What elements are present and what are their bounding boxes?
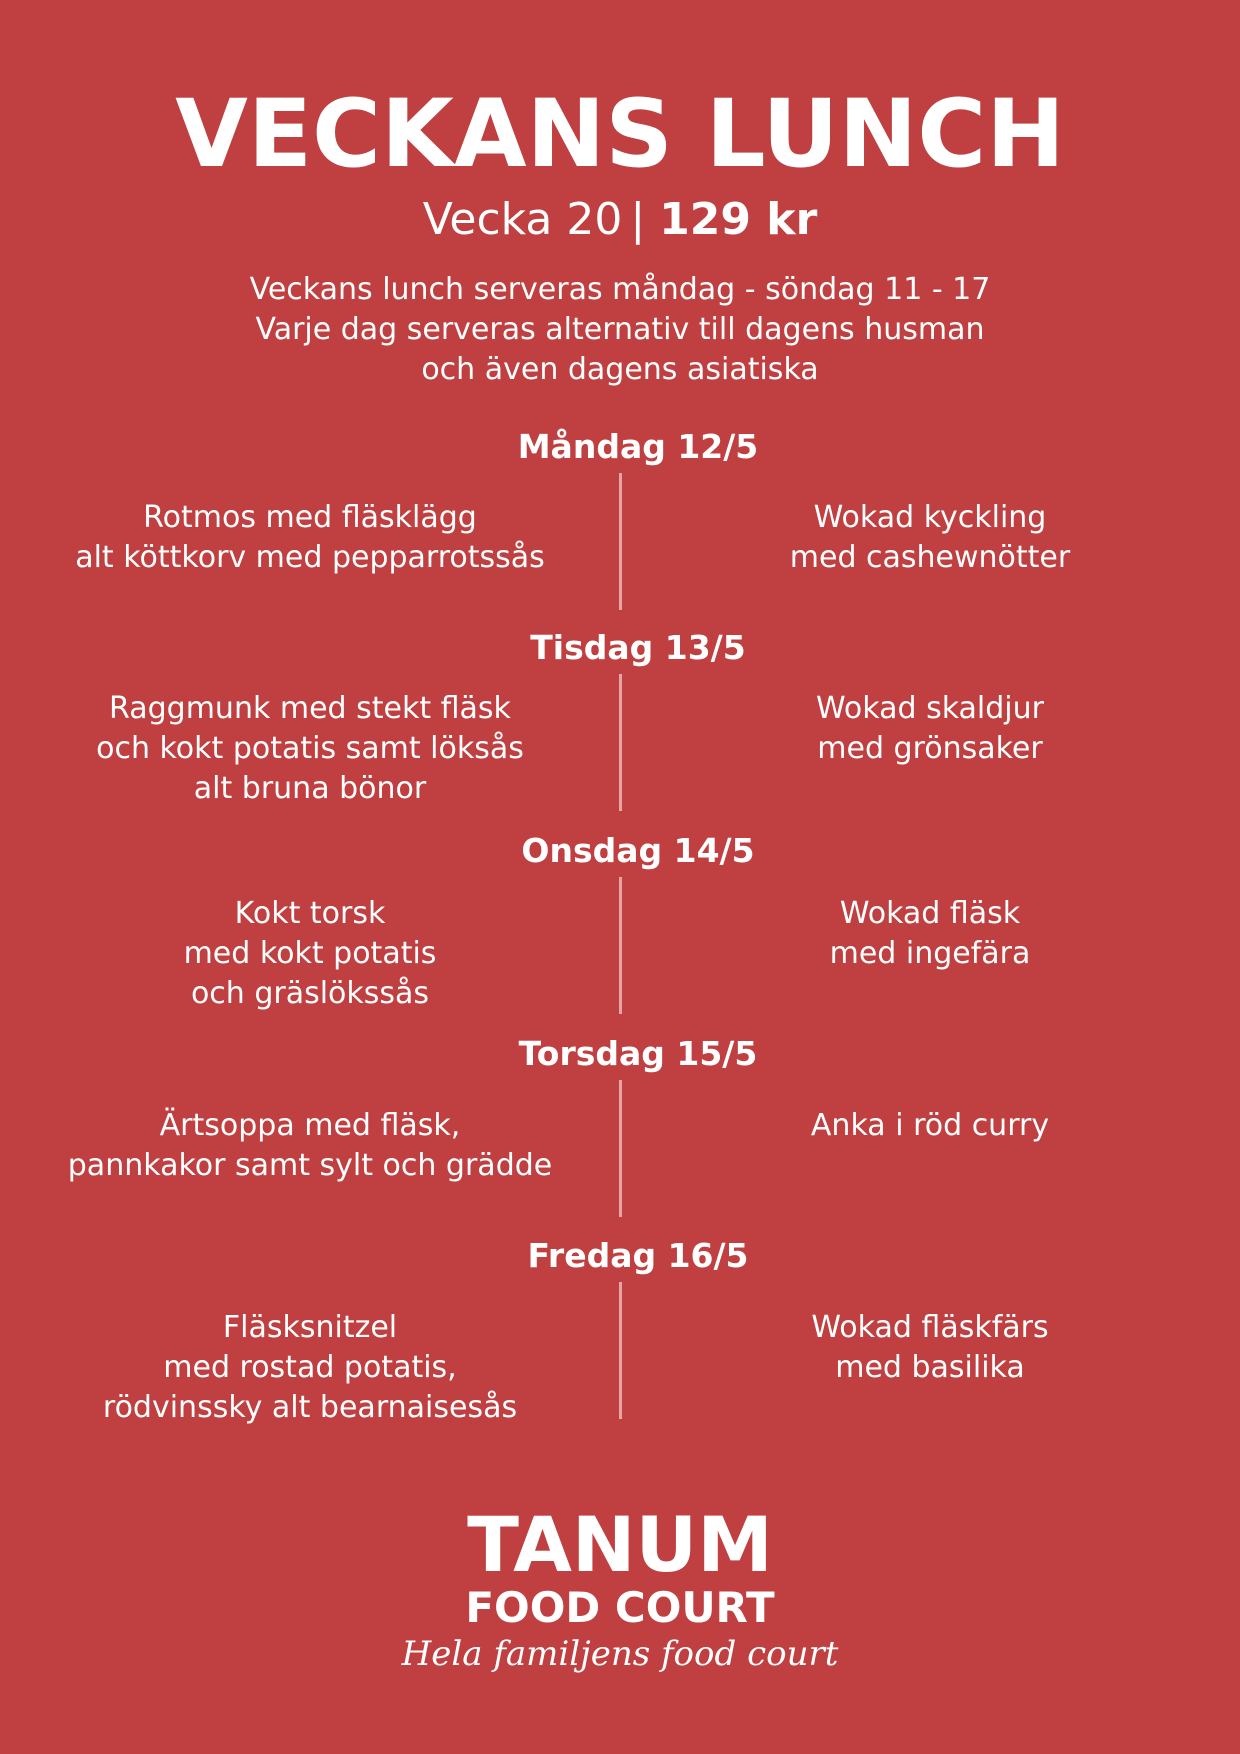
day-heading-friday: Fredag 16/5 (527, 1236, 749, 1275)
dish-line: Wokad fläskfärs (811, 1310, 1049, 1345)
week-price-line (0, 192, 1240, 248)
dish-line: alt bruna bönor (193, 771, 427, 806)
logo-subtitle: FOOD COURT (465, 1583, 775, 1632)
logo-tagline: Hela familjens food court (401, 1634, 839, 1674)
column-divider (619, 473, 622, 610)
dish-line: Wokad skaldjur (816, 691, 1044, 726)
dish-line: Wokad fläsk (839, 896, 1021, 931)
husman-dish-monday (40, 498, 580, 578)
dish-line: alt köttkorv med pepparrotssås (75, 540, 545, 575)
husman-dish-friday (40, 1308, 580, 1428)
dish-line: Wokad kyckling (813, 500, 1047, 535)
tanum-food-court-logo (0, 1500, 1240, 1677)
asian-dish-tuesday (690, 689, 1170, 769)
dish-line: med ingefära (829, 936, 1031, 971)
intro-line: Varje dag serveras alternativ till dagens husman (255, 312, 985, 347)
intro-line: Veckans lunch serveras måndag - söndag 11 - 17 (249, 272, 991, 307)
column-divider (619, 1282, 622, 1419)
logo-brand: TANUM (467, 1500, 773, 1589)
asian-dish-thursday (690, 1106, 1170, 1146)
dish-line: Raggmunk med stekt fläsk (109, 691, 511, 726)
column-divider (619, 674, 622, 811)
price-label: 129 kr (659, 194, 818, 245)
dish-line: med rostad potatis, (163, 1350, 457, 1385)
dish-line: Fläsksnitzel (222, 1310, 398, 1345)
day-heading-thursday: Torsdag 15/5 (518, 1034, 758, 1073)
dish-line: Anka i röd curry (810, 1108, 1050, 1143)
day-heading-tuesday: Tisdag 13/5 (530, 628, 746, 667)
dish-line: Kokt torsk (234, 896, 386, 931)
asian-dish-friday (690, 1308, 1170, 1388)
dish-line: och kokt potatis samt löksås (96, 731, 524, 766)
day-heading-wednesday: Onsdag 14/5 (521, 831, 755, 870)
column-divider (619, 1080, 622, 1217)
week-label: Vecka 20 (422, 194, 623, 245)
dish-line: rödvinssky alt bearnaisesås (102, 1390, 518, 1425)
husman-dish-thursday (40, 1106, 580, 1186)
dish-line: med cashewnötter (789, 540, 1071, 575)
column-divider (619, 877, 622, 1014)
dish-line: och gräslökssås (190, 976, 430, 1011)
dish-line: med kokt potatis (183, 936, 437, 971)
husman-dish-tuesday (40, 689, 580, 809)
asian-dish-wednesday (690, 894, 1170, 974)
dish-line: med grönsaker (817, 731, 1043, 766)
intro-line: och även dagens asiatiska (421, 352, 819, 387)
husman-dish-wednesday (40, 894, 580, 1014)
dish-line: med basilika (835, 1350, 1025, 1385)
separator: | (630, 194, 646, 245)
dish-line: Rotmos med fläsklägg (143, 500, 477, 535)
day-heading-monday: Måndag 12/5 (517, 427, 759, 466)
intro-text (0, 270, 1240, 390)
page-title: VECKANS LUNCH (175, 80, 1065, 189)
dish-line: pannkakor samt sylt och grädde (67, 1148, 553, 1183)
asian-dish-monday (690, 498, 1170, 578)
dish-line: Ärtsoppa med fläsk, (159, 1108, 461, 1143)
